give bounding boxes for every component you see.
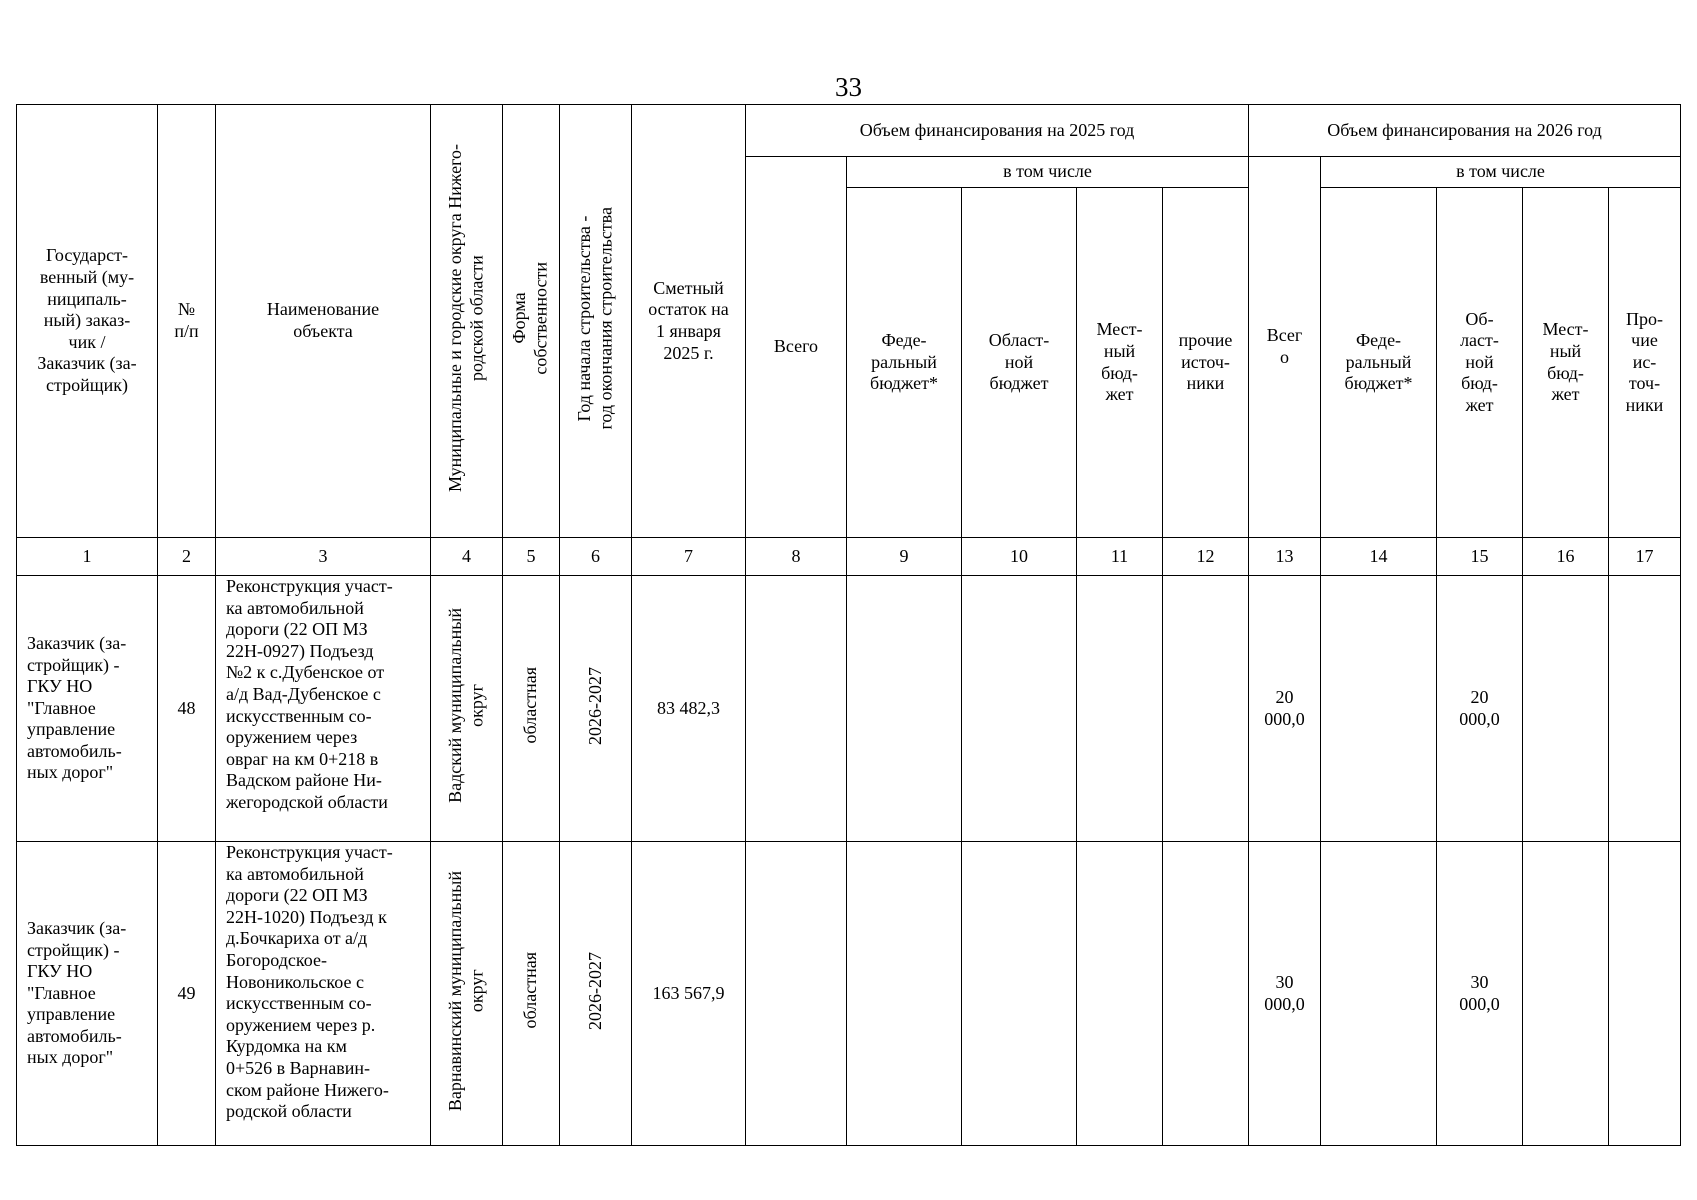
row-local-2025	[1077, 576, 1163, 842]
column-number: 3	[216, 538, 431, 576]
header-including-2025: в том числе	[847, 157, 1249, 188]
row-customer: Заказчик (за- стройщик) - ГКУ НО "Главное управление автомобиль- ных дорог"	[17, 576, 158, 842]
row-regional-2026: 30 000,0	[1437, 842, 1523, 1146]
column-number: 8	[746, 538, 847, 576]
row-object-name: Реконструкция участ- ка автомобильной дороги (22 ОП МЗ 22Н-0927) Подъезд №2 к с.Дубенское от а/д Вад-Дубенское с искусственным со- оружением через овраг на км 0+218 в Вадском районе Ни- жегородской области	[216, 576, 431, 842]
row-total-2026: 20 000,0	[1249, 576, 1321, 842]
row-federal-2026	[1321, 842, 1437, 1146]
row-other-2026	[1609, 576, 1681, 842]
row-number: 49	[158, 842, 216, 1146]
row-federal-2025	[847, 576, 962, 842]
row-federal-2025	[847, 842, 962, 1146]
row-ownership-form	[503, 576, 560, 842]
header-ownership-form	[503, 105, 560, 538]
header-municipal-district	[431, 105, 503, 538]
row-regional-2026: 20 000,0	[1437, 576, 1523, 842]
row-customer: Заказчик (за- стройщик) - ГКУ НО "Главное управление автомобиль- ных дорог"	[17, 842, 158, 1146]
row-regional-2025	[962, 842, 1077, 1146]
table-row	[17, 576, 1681, 842]
row-construction-years	[560, 842, 632, 1146]
row-municipal-district	[431, 842, 503, 1146]
row-construction-years-text: 2026-2027	[584, 666, 605, 745]
row-total-2026: 30 000,0	[1249, 842, 1321, 1146]
column-number: 2	[158, 538, 216, 576]
header-financing-2025: Объем финансирования на 2025 год	[746, 105, 1249, 157]
column-number: 15	[1437, 538, 1523, 576]
row-object-name: Реконструкция участ- ка автомобильной дороги (22 ОП МЗ 22Н-1020) Подъезд к д.Бочкариха от а/д Богородское- Новоникольское с искусственным со- оружением через р. Курдомка на км 0+526 в Варнавин- ском районе Нижего- родской области	[216, 842, 431, 1146]
header-row-1	[17, 105, 1681, 157]
column-number: 4	[431, 538, 503, 576]
column-number: 7	[632, 538, 746, 576]
header-other-2026: Про- чие ис- точ- ники	[1609, 188, 1681, 538]
row-local-2026	[1523, 576, 1609, 842]
header-federal-2025: Феде- ральный бюджет*	[847, 188, 962, 538]
header-federal-2026: Феде- ральный бюджет*	[1321, 188, 1437, 538]
header-including-2026: в том числе	[1321, 157, 1681, 188]
row-regional-2025	[962, 576, 1077, 842]
column-number: 13	[1249, 538, 1321, 576]
row-local-2026	[1523, 842, 1609, 1146]
row-ownership-form-text: областная	[520, 952, 541, 1029]
header-construction-years-text: Год начала строительства - год окончания строительства	[573, 206, 616, 430]
column-number: 1	[17, 538, 158, 576]
row-other-2025	[1163, 842, 1249, 1146]
row-number: 48	[158, 576, 216, 842]
row-total-2025	[746, 576, 847, 842]
header-financing-2026: Объем финансирования на 2026 год	[1249, 105, 1681, 157]
column-number: 5	[503, 538, 560, 576]
row-estimate-balance: 163 567,9	[632, 842, 746, 1146]
row-ownership-form	[503, 842, 560, 1146]
header-ownership-form-text: Форма собственности	[509, 261, 551, 375]
table-row	[17, 842, 1681, 1146]
header-number: № п/п	[158, 105, 216, 538]
column-number: 11	[1077, 538, 1163, 576]
header-estimate-balance: Сметный остаток на 1 января 2025 г.	[632, 105, 746, 538]
header-regional-2026: Об- ласт- ной бюд- жет	[1437, 188, 1523, 538]
header-total-2025: Всего	[746, 157, 847, 538]
header-other-2025: прочие источ- ники	[1163, 188, 1249, 538]
row-other-2025	[1163, 576, 1249, 842]
row-construction-years-text: 2026-2027	[584, 951, 605, 1030]
column-number: 6	[560, 538, 632, 576]
column-number: 10	[962, 538, 1077, 576]
row-municipal-district-text: Вадский муниципальный округ	[444, 608, 487, 804]
column-number: 12	[1163, 538, 1249, 576]
header-local-2026: Мест- ный бюд- жет	[1523, 188, 1609, 538]
column-number: 9	[847, 538, 962, 576]
column-number-row	[17, 538, 1681, 576]
row-federal-2026	[1321, 576, 1437, 842]
row-municipal-district-text: Варнавинский муниципальный округ	[444, 870, 487, 1111]
row-other-2026	[1609, 842, 1681, 1146]
row-municipal-district	[431, 576, 503, 842]
row-total-2025	[746, 842, 847, 1146]
header-municipal-district-text: Муниципальные и городские округа Нижего- родской области	[444, 144, 487, 493]
row-estimate-balance: 83 482,3	[632, 576, 746, 842]
column-number: 16	[1523, 538, 1609, 576]
header-construction-years	[560, 105, 632, 538]
header-customer: Государст- венный (му- ниципаль- ный) заказ- чик / Заказчик (за- стройщик)	[17, 105, 158, 538]
header-total-2026: Всег о	[1249, 157, 1321, 538]
column-number: 14	[1321, 538, 1437, 576]
row-local-2025	[1077, 842, 1163, 1146]
header-regional-2025: Област- ной бюджет	[962, 188, 1077, 538]
column-number: 17	[1609, 538, 1681, 576]
header-local-2025: Мест- ный бюд- жет	[1077, 188, 1163, 538]
row-construction-years	[560, 576, 632, 842]
header-object-name: Наименование объекта	[216, 105, 431, 538]
row-ownership-form-text: областная	[520, 667, 541, 744]
page-number: 33	[835, 72, 862, 102]
financing-table	[16, 104, 1681, 1146]
